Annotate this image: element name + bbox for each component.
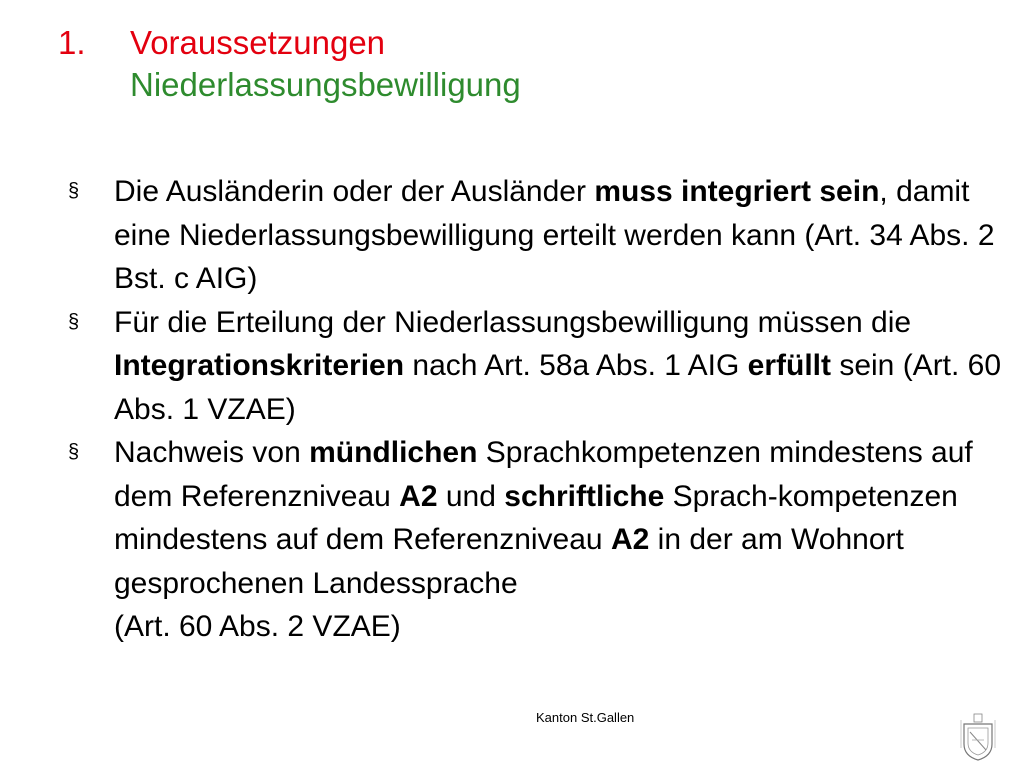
bullet-text-segment: sein (Art. 60 Abs. 1 VZAE) [114, 349, 1002, 426]
bullet-text-segment: in der am Wohnort gesprochenen Landessprache [114, 523, 904, 600]
bullet-text-segment: Für die Erteilung der Niederlassungsbewilligung müssen die [114, 305, 912, 339]
bullet-text-segment: nach Art. 58a Abs. 1 AIG [404, 349, 748, 382]
bullet-list [66, 170, 1006, 649]
bullet-text [114, 170, 1006, 301]
bullet-text-emphasis: A2 [610, 523, 650, 556]
bullet-text-segment: (Art. 60 Abs. 2 VZAE) [114, 610, 401, 643]
title-subtitle: Niederlassungsbewilligung [130, 66, 521, 103]
bullet-item [66, 431, 1006, 649]
square-bullet-icon: § [68, 180, 80, 202]
footer-text: Kanton St.Gallen [536, 710, 635, 725]
bullet-item [66, 170, 1006, 301]
bullet-text-segment: Sprach-kompetenzen mindestens auf dem Referenzniveau [114, 479, 958, 556]
square-bullet-icon: § [68, 441, 80, 463]
bullet-text-emphasis: Integrationskriterien [114, 349, 405, 382]
bullet-text-emphasis: erfüllt [747, 349, 831, 382]
bullet-text-segment: und [437, 479, 505, 513]
square-bullet-icon: § [68, 310, 80, 333]
slide-title [58, 22, 998, 106]
bullet-text-segment: Sprachkompetenzen mindestens auf dem Referenzniveau [114, 436, 973, 513]
title-number: 1. [58, 24, 86, 61]
bullet-text-segment: Nachweis von [114, 436, 310, 469]
bullet-text-segment: , damit eine Niederlassungsbewilligung erteilt werden kann (Art. 34 Abs. 2 Bst. c AIG) [114, 175, 995, 295]
bullet-item [66, 301, 1006, 432]
bullet-text-emphasis: A2 [399, 479, 438, 513]
bullet-text [114, 301, 1006, 432]
bullet-text-segment: Die Ausländerin oder der Ausländer [114, 175, 595, 208]
bullet-text-emphasis: mündlichen [309, 436, 478, 469]
bullet-text [114, 431, 1006, 649]
canton-crest-icon [960, 710, 996, 762]
title-line-1 [58, 22, 998, 64]
bullet-text-emphasis: muss integriert sein [594, 175, 880, 208]
title-main: Voraussetzungen [130, 24, 386, 61]
bullet-text-emphasis: schriftliche [504, 479, 665, 513]
